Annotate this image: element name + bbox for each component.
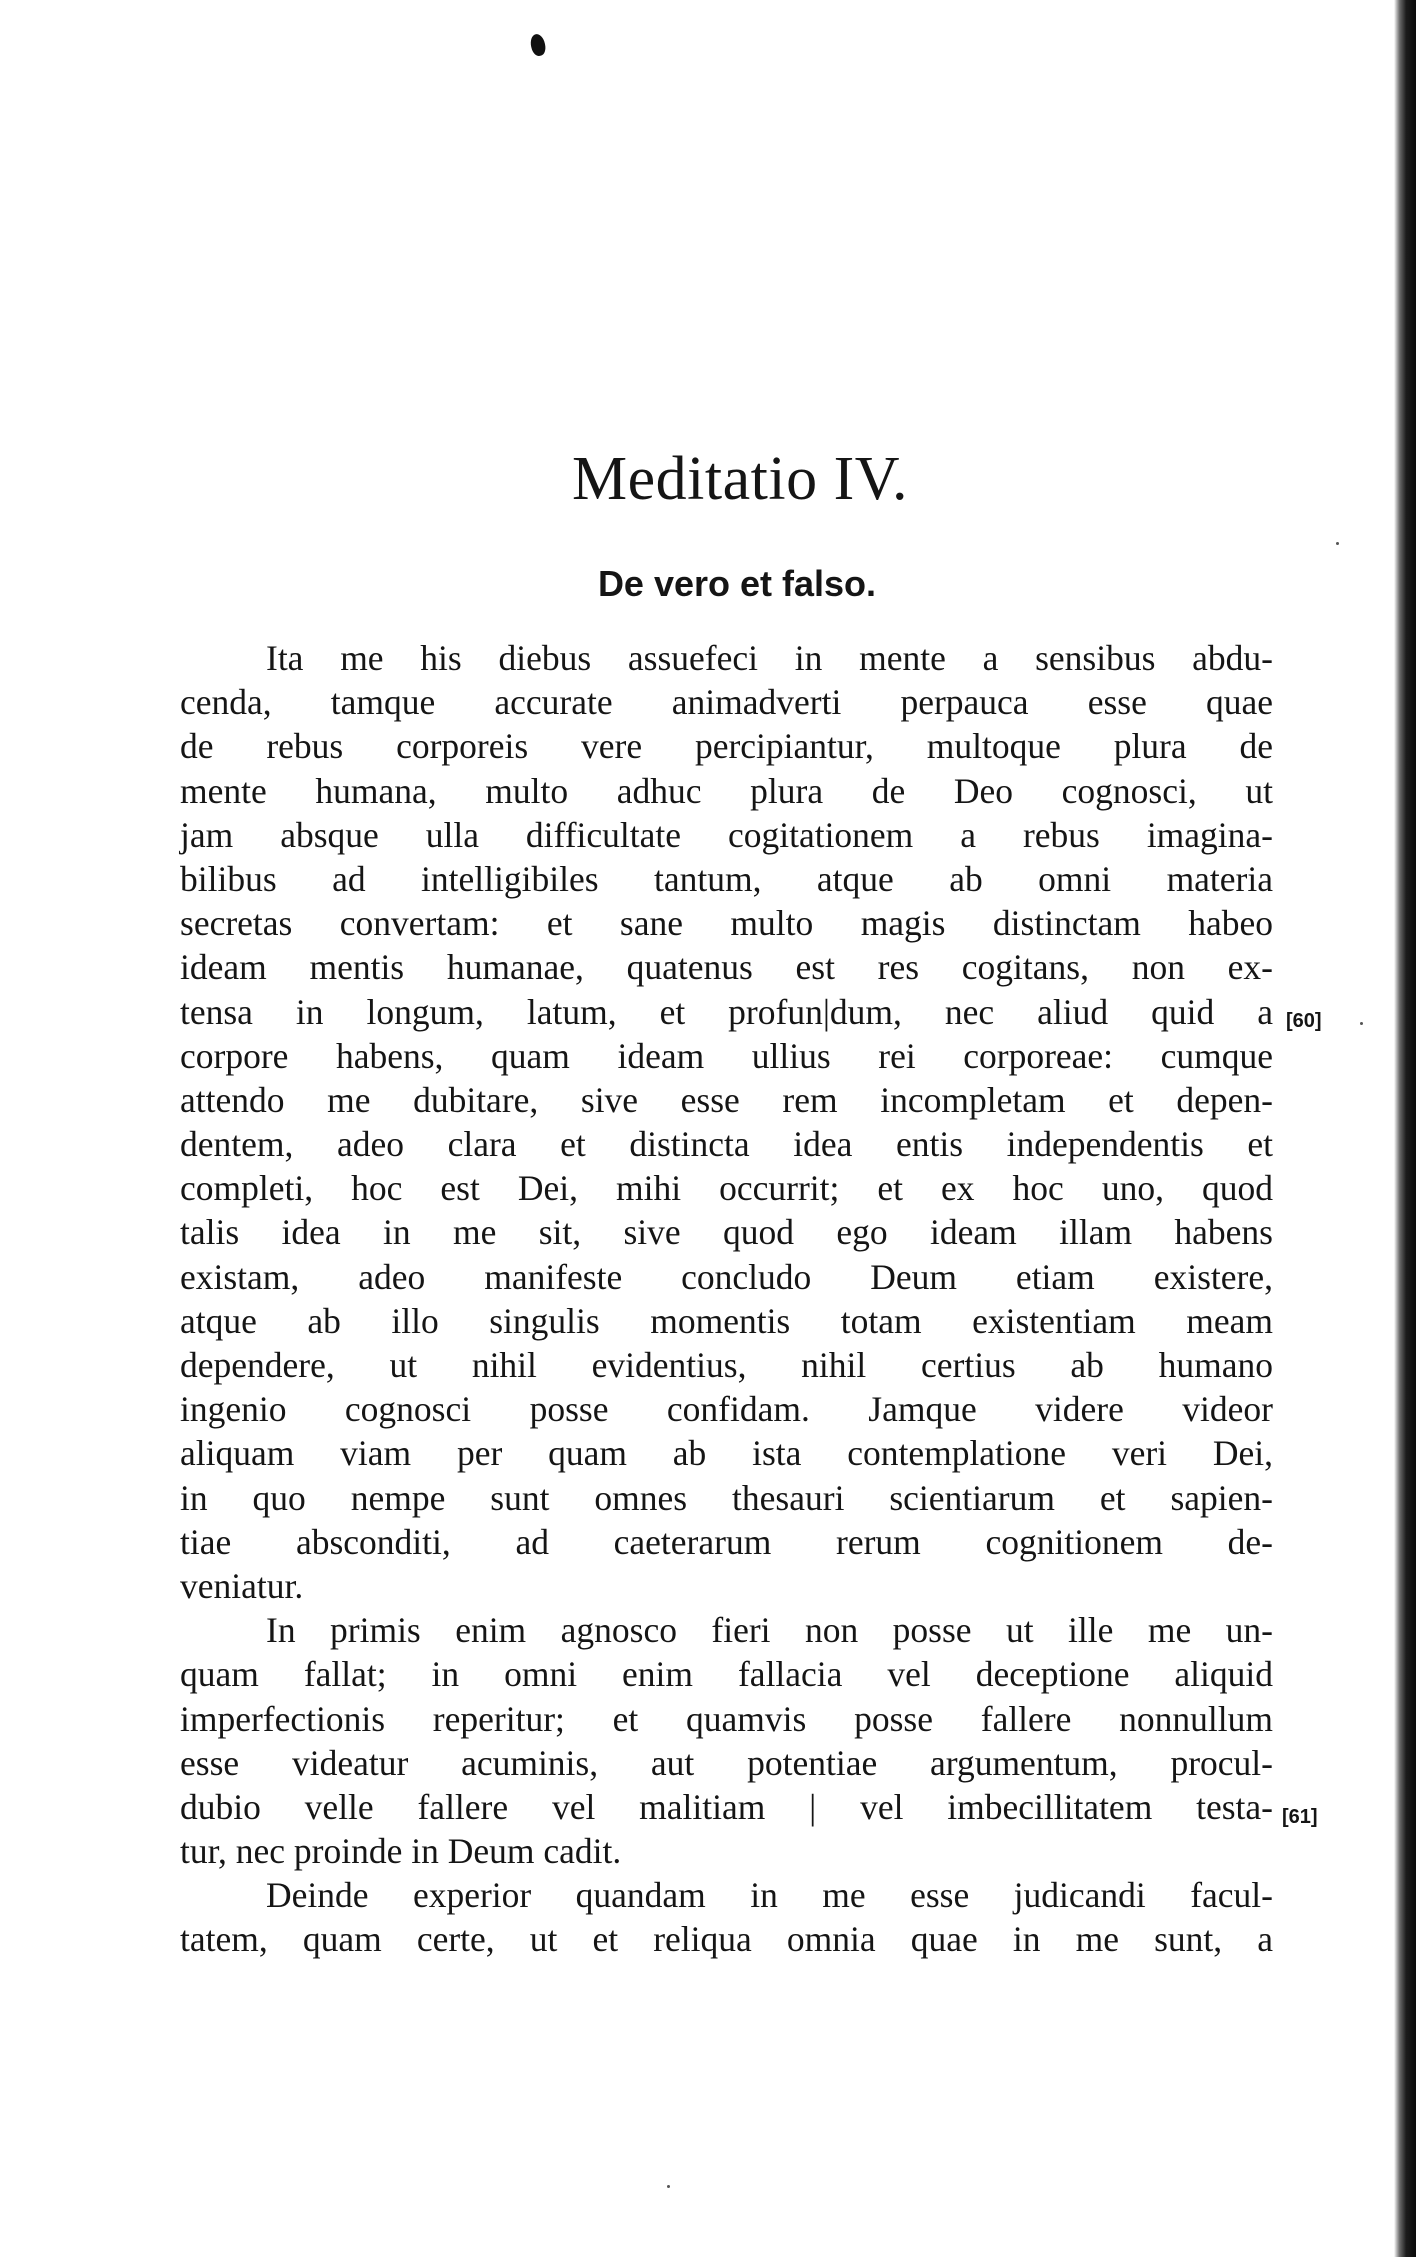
page-subtitle: De vero et falso. xyxy=(597,563,877,604)
text-line: in quo nempe sunt omnes thesauri scientiarum et sapien- xyxy=(180,1477,1273,1518)
text-line: jam absque ulla difficultate cogitationem a rebus imagina- xyxy=(180,814,1273,855)
text-line: secretas convertam: et sane multo magis distinctam habeo xyxy=(180,903,1273,944)
margin-page-ref: [60] xyxy=(1286,1010,1322,1032)
text-line: veniatur. xyxy=(180,1565,304,1606)
speck xyxy=(1336,542,1339,545)
text-line: ingenio cognosci posse confidam. Jamque videre videor xyxy=(180,1389,1273,1430)
text-line: tur, nec proinde in Deum cadit. xyxy=(180,1831,622,1872)
text-line: completi, hoc est Dei, mihi occurrit; et ex hoc uno, quod xyxy=(180,1168,1273,1209)
text-line: cenda, tamque accurate animadverti perpauca esse quae xyxy=(180,682,1273,723)
scanned-page-edge xyxy=(1394,0,1416,2257)
speck xyxy=(667,2185,670,2188)
text-line: ideam mentis humanae, quatenus est res cogitans, non ex- xyxy=(180,947,1273,988)
text-line: aliquam viam per quam ab ista contemplatione veri Dei, xyxy=(180,1433,1273,1474)
text-line: talis idea in me sit, sive quod ego ideam illam habens xyxy=(180,1212,1273,1253)
text-line: dubio velle fallere vel malitiam | vel imbecillitatem testa- xyxy=(180,1786,1273,1827)
text-line: tiae absconditi, ad caeterarum rerum cognitionem de- xyxy=(180,1521,1273,1562)
page-title: Meditatio IV. xyxy=(572,445,908,513)
text-line: de rebus corporeis vere percipiantur, multoque plura de xyxy=(180,726,1273,767)
text-line: attendo me dubitare, sive esse rem incompletam et depen- xyxy=(180,1079,1273,1120)
text-line: Deinde experior quandam in me esse judicandi facul- xyxy=(266,1875,1273,1916)
text-line: tensa in longum, latum, et profun|dum, nec aliud quid a xyxy=(180,991,1273,1032)
text-line: quam fallat; in omni enim fallacia vel deceptione aliquid xyxy=(180,1654,1273,1695)
ink-mark xyxy=(529,33,547,57)
text-line: atque ab illo singulis momentis totam existentiam meam xyxy=(180,1300,1273,1341)
text-line: Ita me his diebus assuefeci in mente a sensibus abdu- xyxy=(266,638,1273,678)
text-line: esse videatur acuminis, aut potentiae argumentum, procul- xyxy=(180,1742,1273,1783)
text-line: existam, adeo manifeste concludo Deum etiam existere, xyxy=(180,1256,1273,1297)
margin-page-ref: [61] xyxy=(1282,1806,1318,1828)
text-line: corpore habens, quam ideam ullius rei corporeae: cumque xyxy=(180,1035,1273,1076)
text-line: dependere, ut nihil evidentius, nihil certius ab humano xyxy=(180,1345,1273,1385)
text-line: tatem, quam certe, ut et reliqua omnia quae in me sunt, a xyxy=(180,1919,1273,1960)
text-line: dentem, adeo clara et distincta idea entis independentis et xyxy=(180,1124,1273,1165)
speck xyxy=(1360,1022,1363,1025)
body-text xyxy=(180,636,1273,1962)
text-line: imperfectionis reperitur; et quamvis posse fallere nonnullum xyxy=(180,1698,1273,1739)
text-line: bilibus ad intelligibiles tantum, atque ab omni materia xyxy=(180,858,1273,899)
text-line: In primis enim agnosco fieri non posse ut ille me un- xyxy=(266,1610,1273,1651)
text-line: mente humana, multo adhuc plura de Deo cognosci, ut xyxy=(180,770,1273,811)
